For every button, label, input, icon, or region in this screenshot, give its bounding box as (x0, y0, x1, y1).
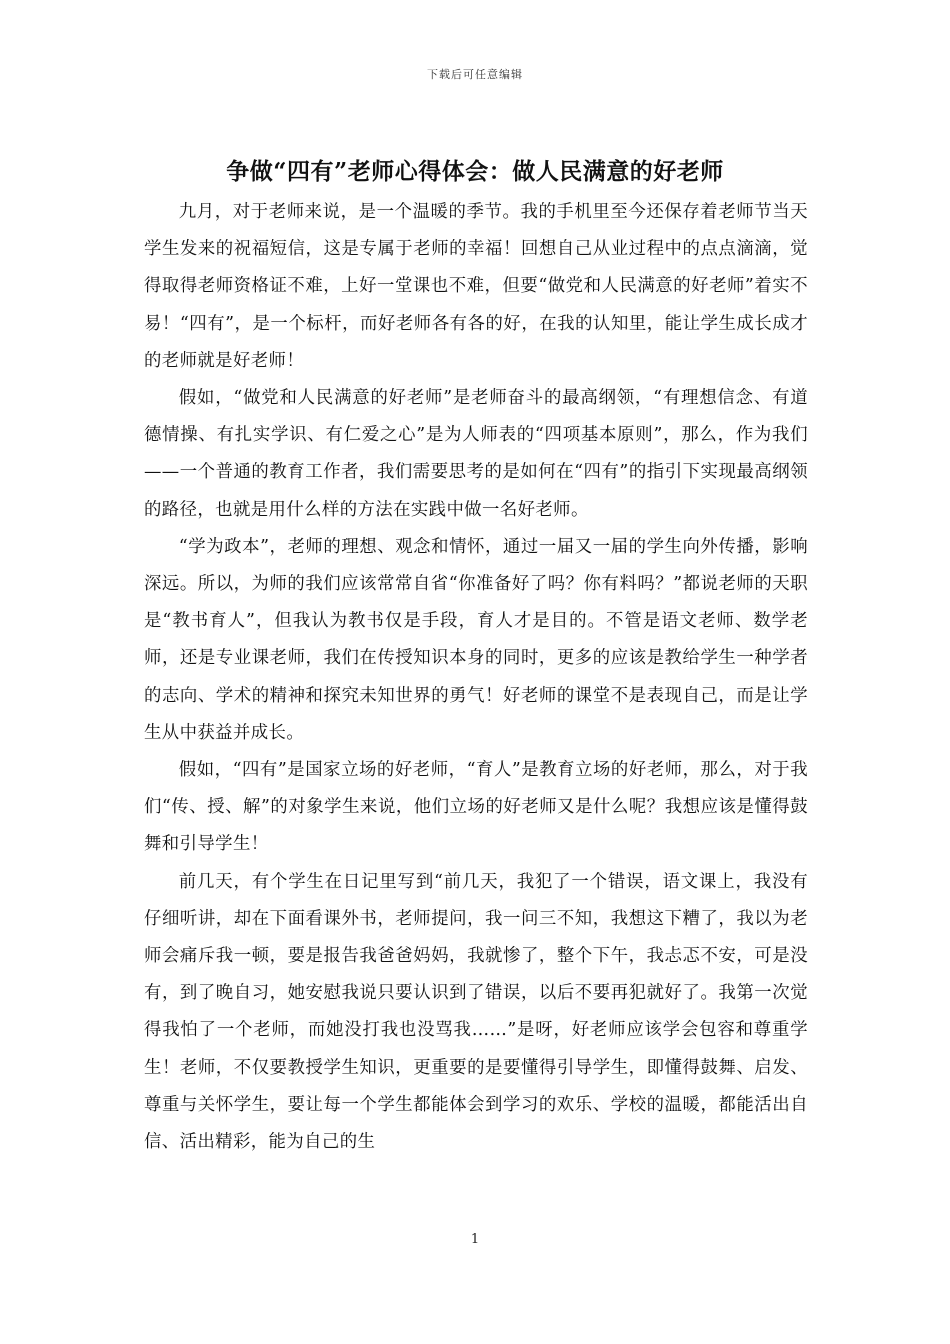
document-title: 争做“四有”老师心得体会：做人民满意的好老师 (226, 158, 724, 185)
paragraph-2: 假如，“做党和人民满意的好老师”是老师奋斗的最高纲领，“有理想信念、有道德情操、有扎实学识、有仁爱之心”是为人师表的“四项基本原则”，那么，作为我们——一个普通的教育工作者，我们需要思考的是如何在“四有”的指引下实现最高纲领的路径，也就是用什么样的方法在实践中做一名好老师。 (144, 388, 808, 520)
paragraph-4: 假如，“四有”是国家立场的好老师，“育人”是教育立场的好老师，那么，对于我们“传、授、解”的对象学生来说，他们立场的好老师又是什么呢？我想应该是懂得鼓舞和引导学生！ (144, 760, 808, 855)
page-number: 1 (470, 1232, 480, 1247)
document-body (144, 194, 808, 1161)
paragraph-1: 九月，对于老师来说，是一个温暖的季节。我的手机里至今还保存着老师节当天学生发来的祝福短信，这是专属于老师的幸福！回想自己从业过程中的点点滴滴，觉得取得老师资格证不难，上好一堂课也不难，但要“做党和人民满意的好老师”着实不易！“四有”，是一个标杆，而好老师各有各的好，在我的认知里，能让学生成长成才的老师就是好老师！ (144, 202, 808, 371)
page-header-note: 下载后可任意编辑 (427, 68, 523, 81)
paragraph-5: 前几天，有个学生在日记里写到“前几天，我犯了一个错误，语文课上，我没有仔细听讲，却在下面看课外书，老师提问，我一问三不知，我想这下糟了，我以为老师会痛斥我一顿，要是报告我爸爸妈妈，我就惨了，整个下午，我忐忑不安，可是没有，到了晚自习，她安慰我说只要认识到了错误，以后不要再犯就好了。我第一次觉得我怕了一个老师，而她没打我也没骂我……”是呀，好老师应该学会包容和尊重学生！老师，不仅要教授学生知识，更重要的是要懂得引导学生，即懂得鼓舞、启发、尊重与关怀学生，要让每一个学生都能体会到学习的欢乐、学校的温暖，都能活出自信、活出精彩，能为自己的生 (144, 871, 808, 1153)
paragraph-3: “学为政本”，老师的理想、观念和情怀，通过一届又一届的学生向外传播，影响深远。所以，为师的我们应该常常自省“你准备好了吗？你有料吗？”都说老师的天职是“教书育人”，但我认为教书仅是手段，育人才是目的。不管是语文老师、数学老师，还是专业课老师，我们在传授知识本身的同时，更多的应该是教给学生一种学者的志向、学术的精神和探究未知世界的勇气！好老师的课堂不是表现自己，而是让学生从中获益并成长。 (144, 536, 808, 743)
